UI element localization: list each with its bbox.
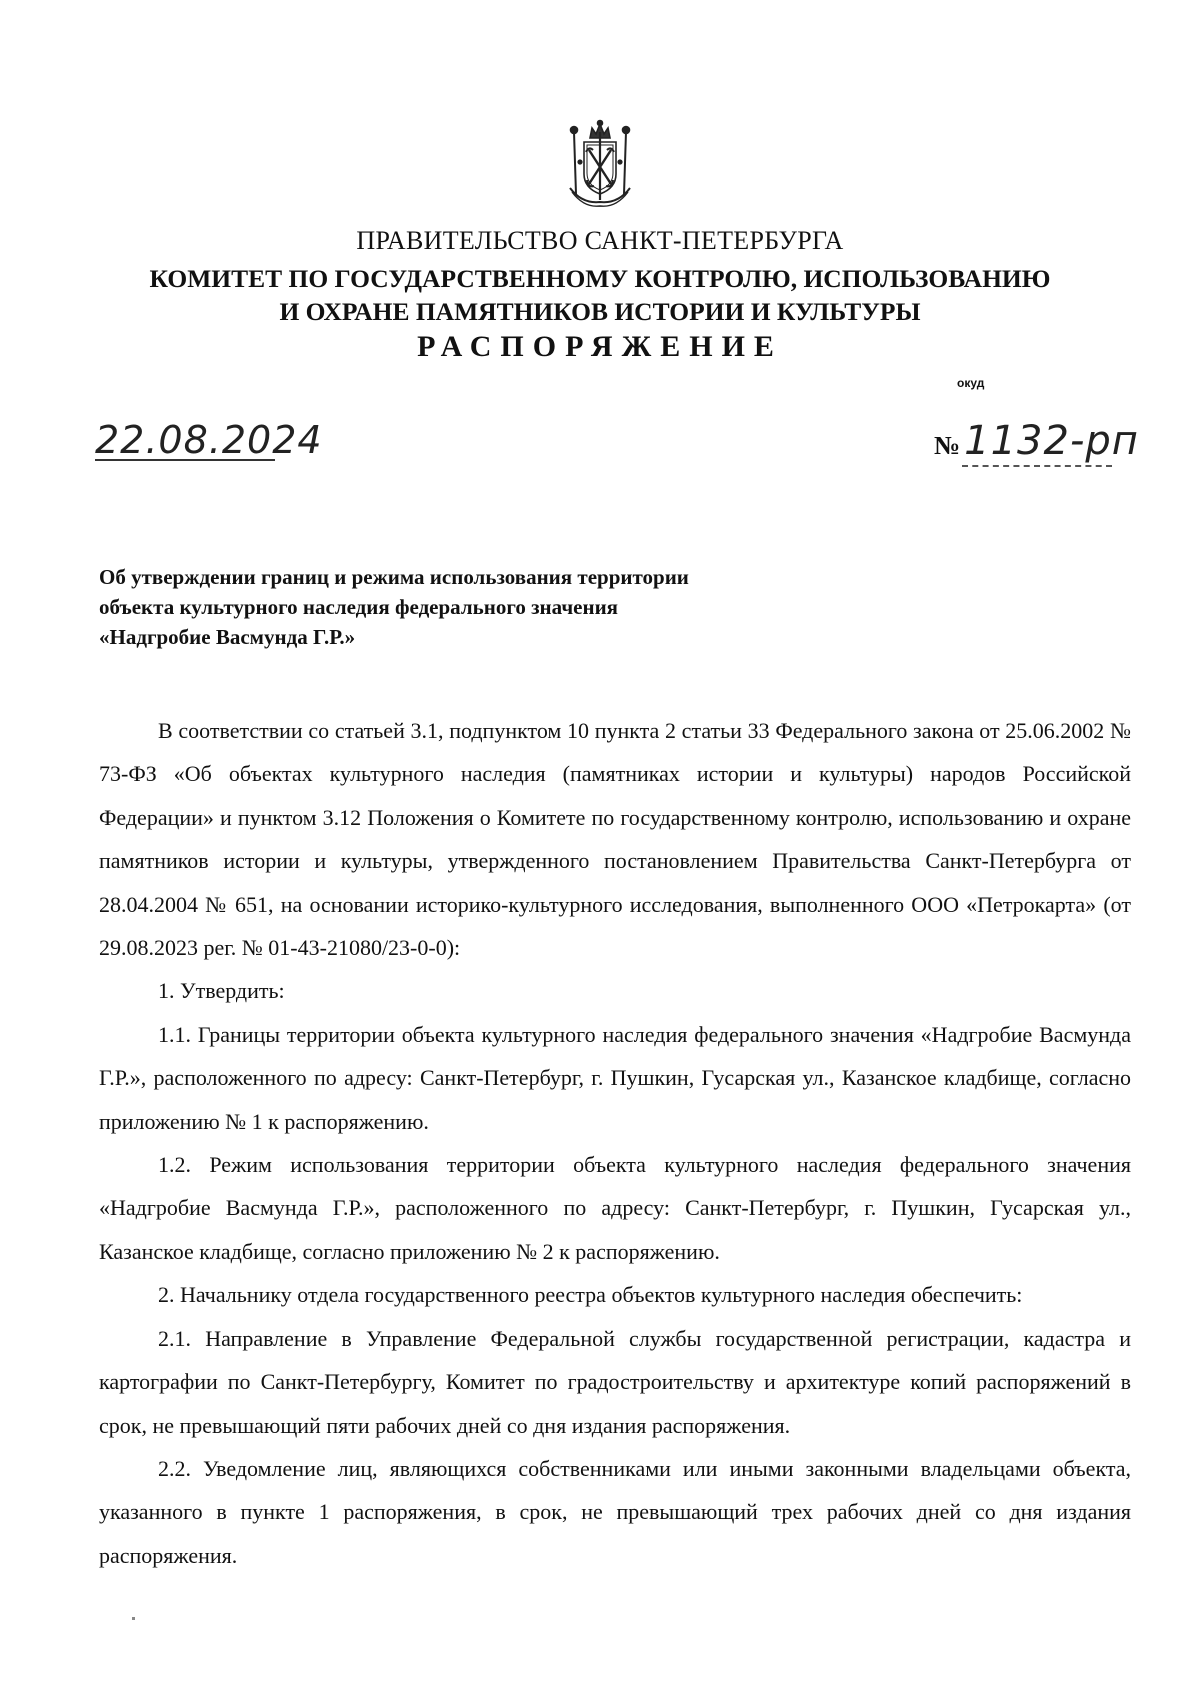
subject-line2: объекта культурного наследия федерального значения bbox=[99, 595, 619, 619]
clause-1: 1. Утвердить: bbox=[158, 978, 285, 1004]
clause-2-1: 2.1. Направление в Управление Федеральной службы государственной регистрации, кадастра и картографии по Санкт-Петербургу, Комитет по градостроительству и архитектуре копий распоряжений в срок, не превышающий пяти рабочих дней со дня издания распоряжения. bbox=[99, 1325, 1131, 1438]
clause-1-1: 1.1. Границы территории объекта культурного наследия федерального значения «Надгробие Васмунда Г.Р.», расположенного по адресу: Санкт-Петербург, г. Пушкин, Гусарская ул., Казанское кладбище, согласно приложению № 1 к распоряжению. bbox=[99, 1021, 1131, 1134]
document-number-value: 1132-рп bbox=[964, 418, 1139, 464]
government-name: ПРАВИТЕЛЬСТВО САНКТ-ПЕТЕРБУРГА bbox=[356, 226, 844, 255]
document-type-title: РАСПОРЯЖЕНИЕ bbox=[417, 330, 783, 363]
document-body bbox=[99, 709, 1131, 1577]
document-subject bbox=[99, 562, 689, 652]
date-underline bbox=[95, 459, 275, 461]
subject-line3: «Надгробие Васмунда Г.Р.» bbox=[99, 625, 356, 649]
okud-label: окуд bbox=[957, 376, 985, 390]
document-date: 22.08.2024 bbox=[95, 418, 323, 462]
clause-1-2: 1.2. Режим использования территории объекта культурного наследия федерального значения «Надгробие Васмунда Г.Р.», расположенного по адресу: Санкт-Петербург, г. Пушкин, Гусарская ул., Казанское кладбище, согласно приложению № 2 к распоряжению. bbox=[99, 1152, 1131, 1264]
document-number bbox=[934, 418, 1139, 464]
committee-name-line2: И ОХРАНЕ ПАМЯТНИКОВ ИСТОРИИ И КУЛЬТУРЫ bbox=[279, 297, 921, 326]
scan-mark bbox=[132, 1617, 135, 1620]
coat-of-arms-icon bbox=[562, 118, 638, 210]
preamble-paragraph: В соответствии со статьей 3.1, подпунктом 10 пункта 2 статьи 33 Федерального закона от 25.06.2002 № 73-ФЗ «Об объектах культурного наследия (памятниках истории и культуры) народов Российской Федерации» и пунктом 3.12 Положения о Комитете по государственному контролю, использованию и охране памятников истории и культуры, утвержденного постановлением Правительства Санкт-Петербурга от 28.04.2004 № 651, на основании историко-культурного исследования, выполненного ООО «Петрокарта» (от 29.08.2023 рег. № 01-43-21080/23-0-0): bbox=[99, 718, 1131, 961]
subject-line1: Об утверждении границ и режима использования территории bbox=[99, 565, 689, 589]
number-sign: № bbox=[934, 431, 961, 460]
clause-2-2: 2.2. Уведомление лиц, являющихся собственниками или иными законными владельцами объекта, указанного в пункте 1 распоряжения, в срок, не превышающий трех рабочих дней со дня издания распоряжения. bbox=[99, 1455, 1131, 1568]
committee-name bbox=[0, 262, 1200, 328]
committee-name-line1: КОМИТЕТ ПО ГОСУДАРСТВЕННОМУ КОНТРОЛЮ, ИСПОЛЬЗОВАНИЮ bbox=[149, 264, 1051, 293]
clause-2: 2. Начальнику отдела государственного реестра объектов культурного наследия обеспечить: bbox=[158, 1282, 1023, 1308]
number-underline bbox=[962, 465, 1112, 467]
